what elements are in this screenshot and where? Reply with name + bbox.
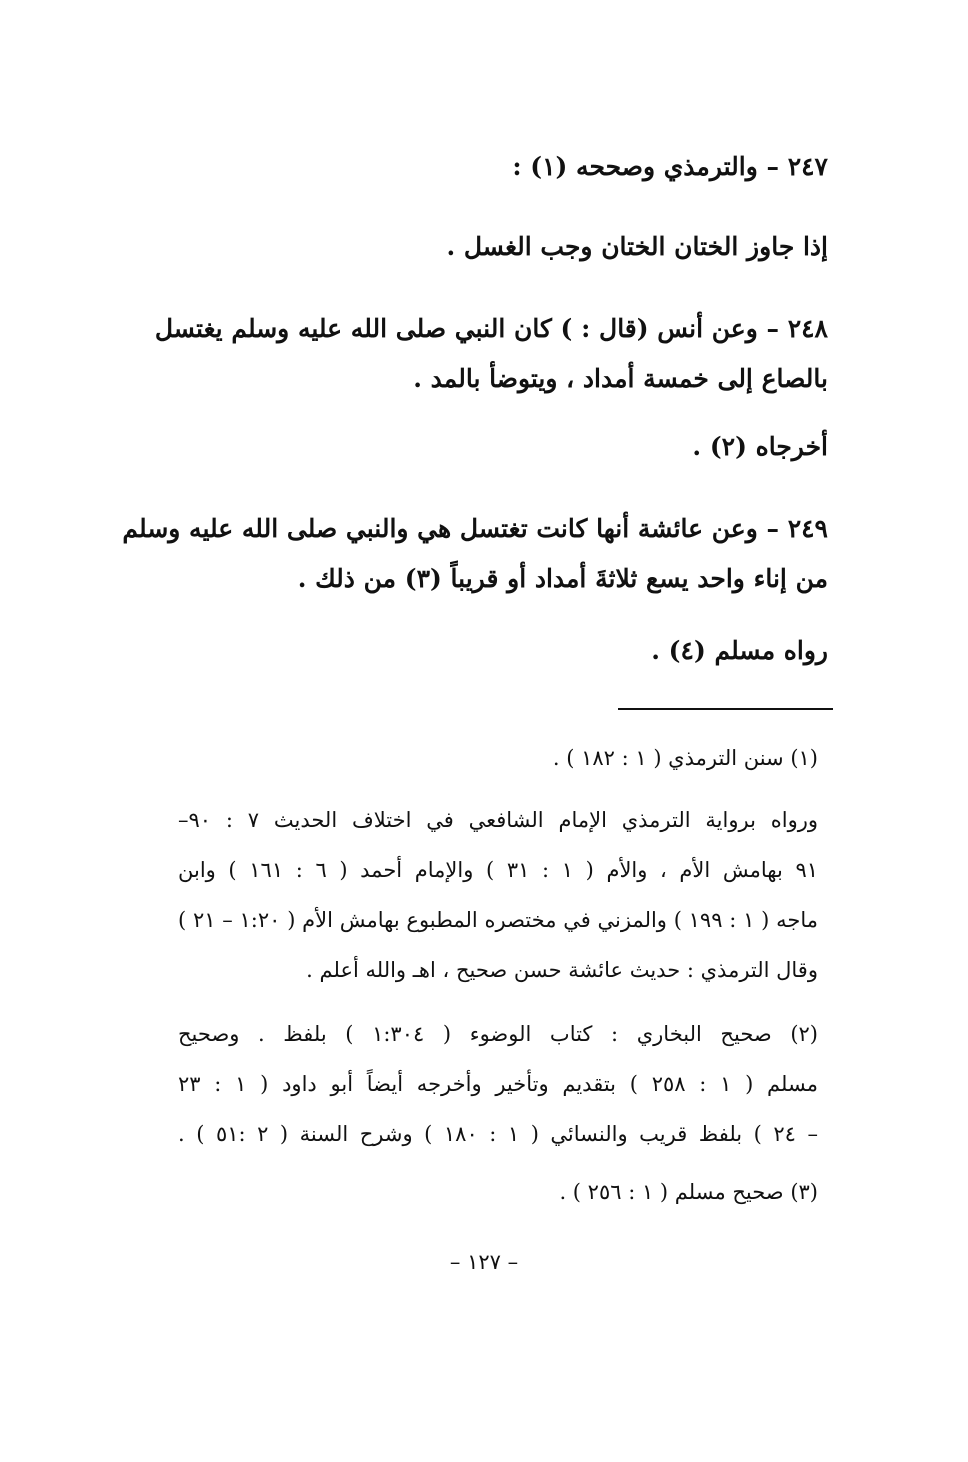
- footnote-separator: [618, 708, 833, 710]
- hadith-247-text: إذا جاوز الختان الختان وجب الغسل .: [446, 232, 828, 261]
- footnote-2-line-2: مسلم ( ١ : ٢٥٨ ) بتقديم وتأخير وأخرجه أيضاً أبو داود ( ١ : ٢٣: [178, 1072, 818, 1096]
- page-number: – ١٢٧ –: [449, 1250, 519, 1274]
- footnote-3: (٣) صحيح مسلم ( ١ : ٢٥٦ ) .: [559, 1180, 818, 1204]
- hadith-248-line-2: بالصاع إلى خمسة أمداد ، ويتوضأ بالمد .: [413, 364, 828, 393]
- footnote-1-line-1: ورواه برواية الترمذي الإمام الشافعي في اختلاف الحديث ٧ : ٩٠–: [178, 808, 818, 832]
- footnote-1-line-3: ماجه ( ١ : ١٩٩ ) والمزني في مختصره المطبوع بهامش الأم ( ١:٢٠ – ٢١ ): [178, 908, 818, 932]
- footnote-2-line-3: – ٢٤ ) بلفظ قريب والنسائي ( ١ : ١٨٠ ) وشرح السنة ( ٢ :٥١ ) .: [178, 1122, 818, 1146]
- footnote-1-line-4: وقال الترمذي : حديث عائشة حسن صحيح ، اهـ والله أعلم .: [306, 958, 818, 982]
- hadith-249-source: رواه مسلم (٤) .: [651, 636, 828, 665]
- hadith-249-line-2: من إناء واحد يسع ثلاثةَ أمداد أو قريباً (٣) من ذلك .: [297, 564, 828, 593]
- footnote-1-line-2: ٩١ بهامش الأم ، والأم ( ١ : ٣١ ) والإمام أحمد ( ٦ : ١٦١ ) وابن: [178, 858, 818, 882]
- hadith-249-line-1: ٢٤٩ – وعن عائشة أنها كانت تغتسل هي والنبي صلى الله عليه وسلم: [122, 514, 828, 543]
- hadith-248-line-1: ٢٤٨ – وعن أنس (قال : ) كان النبي صلى الله عليه وسلم يغتسل: [154, 314, 828, 343]
- footnote-1-title: (١) سنن الترمذي ( ١ : ١٨٢ ) .: [552, 746, 818, 770]
- hadith-248-source: أخرجاه (٢) .: [692, 432, 828, 461]
- footnote-2-line-1: (٢) صحيح البخاري : كتاب الوضوء ( ١:٣٠٤ ) بلفظ . وصحيح: [178, 1022, 818, 1046]
- hadith-247-heading: ٢٤٧ – والترمذي وصححه (١) :: [512, 152, 828, 181]
